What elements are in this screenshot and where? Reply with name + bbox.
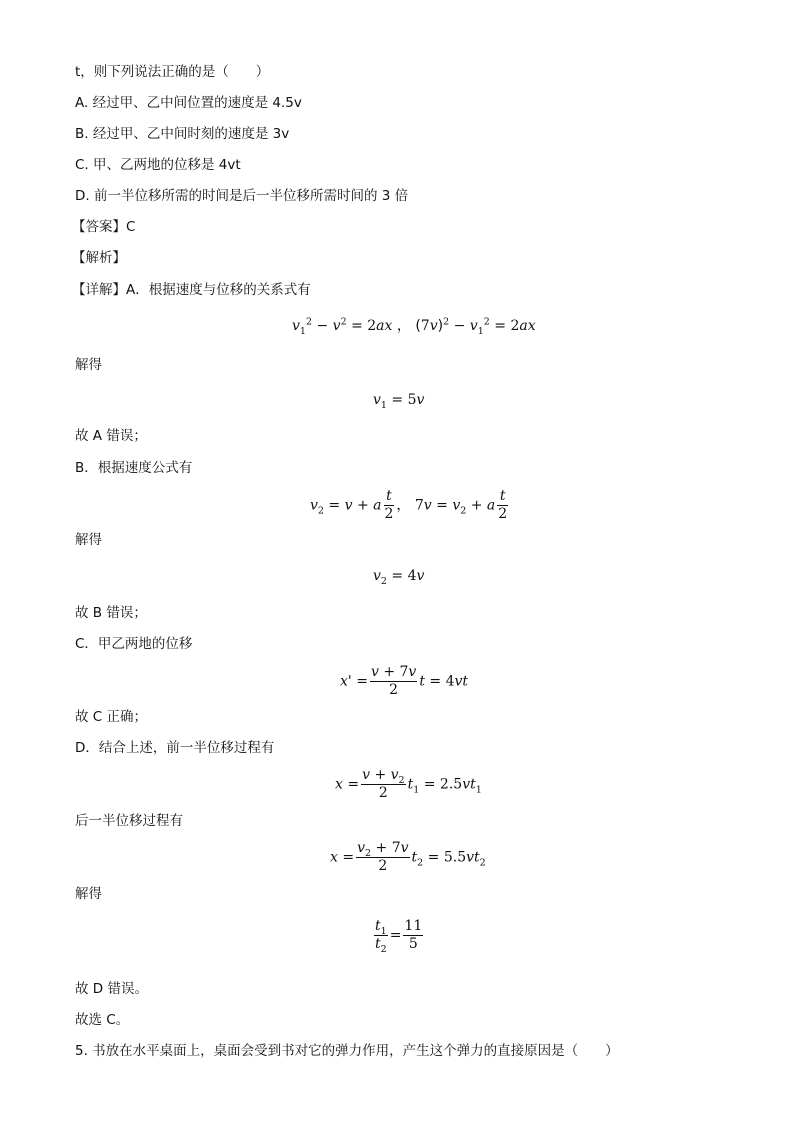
- solve-label-3: 解得: [75, 886, 102, 902]
- final-choice: 故选 C。: [75, 1012, 130, 1028]
- option-b: B. 经过甲、乙中间时刻的速度是 3v: [75, 126, 290, 142]
- conclusion-a: 故 A 错误；: [75, 428, 147, 444]
- conclusion-b: 故 B 错误；: [75, 605, 147, 621]
- equation-6: x = $\frac{v + v_2}{2}$ $t_1 = 2.5vt_1$: [335, 767, 482, 801]
- question-continuation: t，则下列说法正确的是（ ）: [75, 64, 270, 80]
- conclusion-c: 故 C 正确；: [75, 709, 148, 725]
- conclusion-d: 故 D 错误。: [75, 981, 148, 997]
- equation-1: $v_1^2 - v^2 = 2ax$ ， $(7v)^2 - v_1^2 = 2ax$: [292, 316, 536, 337]
- question-5: 5. 书放在水平桌面上，桌面会受到书对它的弹力作用，产生这个弹力的直接原因是（ ）: [75, 1043, 619, 1059]
- detail-a-text: A．根据速度与位移的关系式有: [126, 282, 311, 298]
- c-intro: C．甲乙两地的位移: [75, 636, 193, 652]
- d-intro: D．结合上述，前一半位移过程有: [75, 740, 275, 756]
- equation-8: $\frac{t_1}{t_2}$ = $\frac{11}{5}$: [375, 918, 423, 955]
- detail-a-line: [72, 281, 311, 299]
- option-a: A. 经过甲、乙中间位置的速度是 4.5v: [75, 95, 302, 111]
- solve-label-1: 解得: [75, 357, 102, 373]
- analysis-tag: 【解析】: [72, 250, 126, 266]
- d-second: 后一半位移过程有: [75, 813, 183, 829]
- equation-4: $v_2 = 4v$: [373, 568, 425, 587]
- option-c: C. 甲、乙两地的位移是 4vt: [75, 157, 241, 173]
- answer-line: [72, 218, 135, 236]
- equation-5: x' = $\frac{v + 7v}{2}$ t = 4vt: [340, 664, 469, 698]
- b-intro: B．根据速度公式有: [75, 460, 193, 476]
- detail-tag: 【详解】: [72, 282, 126, 298]
- equation-3: $v_2 = v + a$ $\frac{t}{2}$ ， $7v = v_2 + a$ $\frac{t}{2}$: [310, 488, 508, 522]
- solve-label-2: 解得: [75, 532, 102, 548]
- answer-value: C: [126, 219, 136, 235]
- equation-7: x = $\frac{v_2 + 7v}{2}$ $t_2 = 5.5vt_2$: [330, 840, 486, 874]
- option-d: D. 前一半位移所需的时间是后一半位移所需时间的 3 倍: [75, 188, 409, 204]
- equation-2: $v_1 = 5v$: [373, 392, 425, 411]
- answer-tag: 【答案】: [72, 219, 126, 235]
